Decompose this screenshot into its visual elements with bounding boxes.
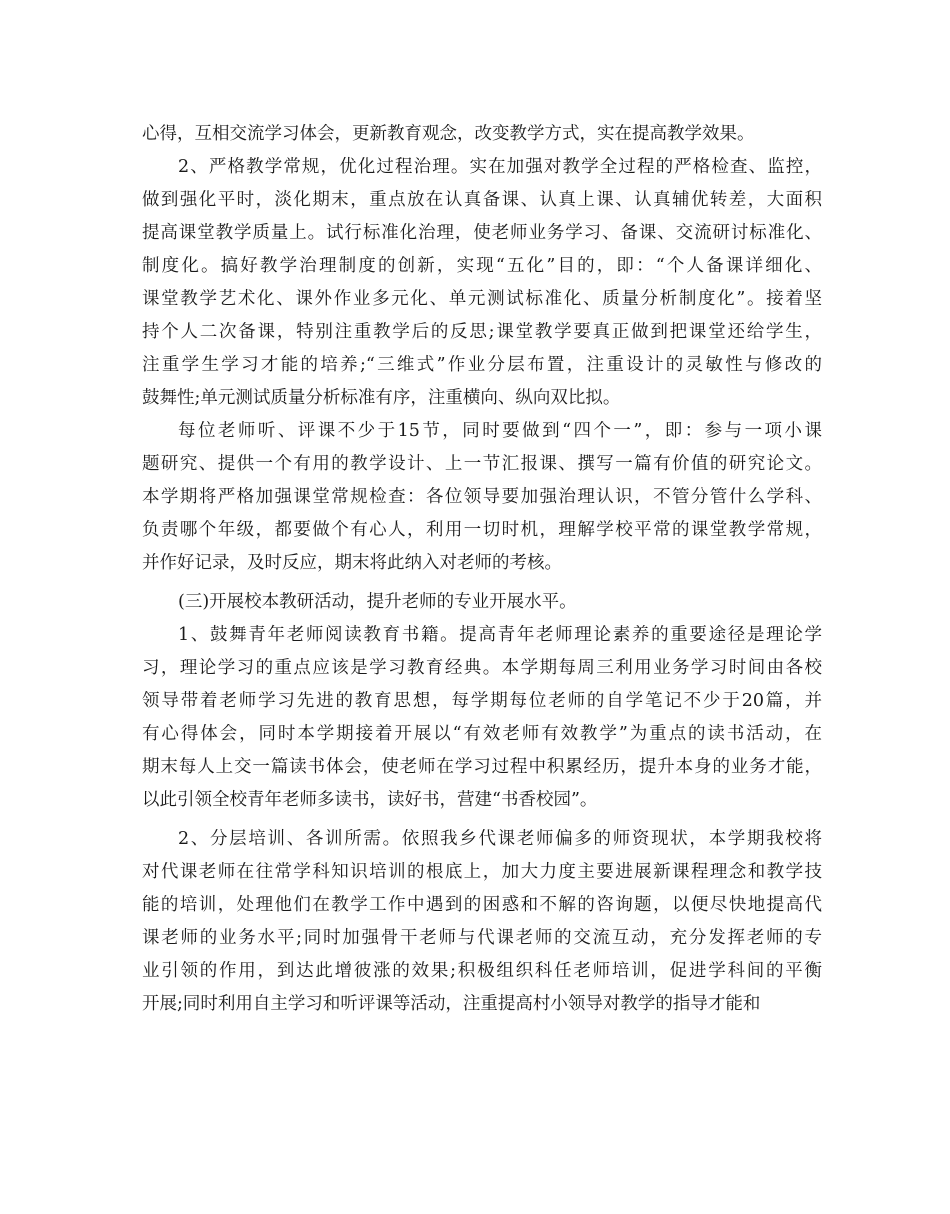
text-line: 每位老师听、评课不少于15节，同时要做到“四个一”，即：参与一项小课	[178, 421, 822, 441]
text-line: 鼓舞性;单元测试质量分析标准有序，注重横向、纵向双比拟。	[142, 388, 621, 408]
text-line: 领导带着老师学习先进的教育思想，每学期每位老师的自学笔记不少于20篇，并	[142, 691, 822, 711]
paragraph	[142, 619, 822, 817]
text-line: 有心得体会，同时本学期接着开展以“有效老师有效教学”为重点的读书活动，在	[142, 724, 822, 744]
text-line: 2、严格教学常规，优化过程治理。实在加强对教学全过程的严格检查、监控，	[178, 157, 822, 177]
text-line: 负责哪个年级，都要做个有心人，利用一切时机，理解学校平常的课堂教学常规，	[142, 520, 822, 540]
text-line: 题研究、提供一个有用的教学设计、上一节汇报课、撰写一篇有价值的研究论文。	[142, 454, 822, 474]
paragraph	[142, 118, 822, 151]
text-line: 课老师的业务水平;同时加强骨干老师与代课老师的交流互动，充分发挥老师的专	[142, 928, 822, 948]
text-line: 课堂教学艺术化、课外作业多元化、单元测试标准化、质量分析制度化”。接着坚	[142, 289, 822, 309]
text-line: 本学期将严格加强课堂常规检查：各位领导要加强治理认识，不管分管什么学科、	[142, 487, 822, 507]
text-line: 开展;同时利用自主学习和听评课等活动，注重提高村小领导对教学的指导才能和	[142, 994, 761, 1014]
text-line: 对代课老师在往常学科知识培训的根底上，加大力度主要进展新课程理念和教学技	[142, 862, 822, 882]
body-text	[142, 118, 822, 1021]
text-line: 做到强化平时，淡化期末，重点放在认真备课、认真上课、认真辅优转差，大面积	[142, 190, 822, 210]
paragraph	[142, 415, 822, 580]
paragraph	[142, 823, 822, 1021]
text-line: 业引领的作用，到达此增彼涨的效果;积极组织科任老师培训，促进学科间的平衡	[142, 961, 822, 981]
text-line: 1、鼓舞青年老师阅读教育书籍。提高青年老师理论素养的重要途径是理论学	[178, 625, 822, 645]
text-line: 以此引领全校青年老师多读书，读好书，营建“书香校园”。	[142, 790, 598, 810]
text-line: (三)开展校本教研活动，提升老师的专业开展水平。	[178, 592, 577, 612]
paragraph	[142, 151, 822, 415]
text-line: 注重学生学习才能的培养;“三维式”作业分层布置，注重设计的灵敏性与修改的	[142, 355, 822, 375]
text-line: 提高课堂教学质量上。试行标准化治理，使老师业务学习、备课、交流研讨标准化、	[142, 223, 822, 243]
text-line: 持个人二次备课，特别注重教学后的反思;课堂教学要真正做到把课堂还给学生，	[142, 322, 822, 342]
paragraph	[142, 586, 822, 619]
text-line: 习，理论学习的重点应该是学习教育经典。本学期每周三利用业务学习时间由各校	[142, 658, 822, 678]
text-line: 制度化。搞好教学治理制度的创新，实现“五化”目的，即：“个人备课详细化、	[142, 256, 822, 276]
text-line: 心得，互相交流学习体会，更新教育观念，改变教学方式，实在提高教学效果。	[142, 124, 755, 144]
text-line: 并作好记录，及时反应，期末将此纳入对老师的考核。	[142, 553, 562, 573]
text-line: 能的培训，处理他们在教学工作中遇到的困惑和不解的咨询题，以便尽快地提高代	[142, 895, 822, 915]
text-line: 期末每人上交一篇读书体会，使老师在学习过程中积累经历，提升本身的业务才能，	[142, 757, 822, 777]
text-line: 2、分层培训、各训所需。依照我乡代课老师偏多的师资现状，本学期我校将	[178, 829, 822, 849]
